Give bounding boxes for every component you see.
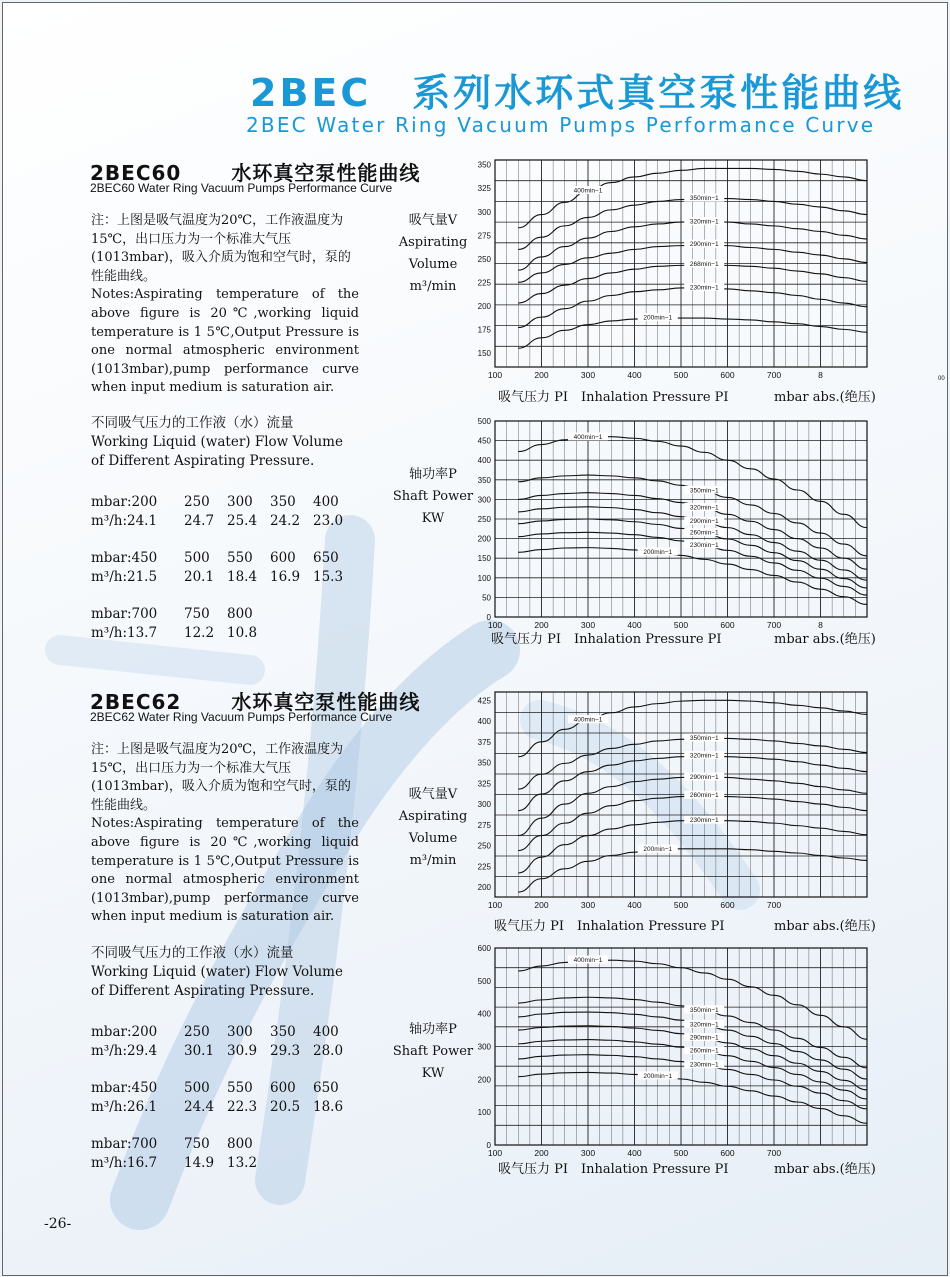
flow-title-cn: 不同吸气压力的工作液（水）流量 xyxy=(91,415,294,431)
y-tick-label: 400 xyxy=(477,717,491,727)
y-tick-label: 200 xyxy=(477,534,491,544)
x-axis-unit: mbar abs.(绝压) xyxy=(774,919,876,934)
x-axis-caption: 吸气压力 PI Inhalation Pressure PI xyxy=(498,1162,729,1177)
series-label: 260min−1 xyxy=(689,1047,719,1055)
heading-cn: 水环真空泵性能曲线 xyxy=(231,161,421,185)
x-tick-label: 200 xyxy=(534,900,549,910)
series-label: 320min−1 xyxy=(689,1021,719,1029)
x-tick-label: 200 xyxy=(534,1148,549,1158)
y-tick-label: 375 xyxy=(477,737,491,747)
x-axis-unit: mbar abs.(绝压) xyxy=(774,632,876,647)
y-axis-label: 轴功率P Shaft Power KW xyxy=(392,1022,474,1081)
x-tick-label: 300 xyxy=(580,900,596,910)
flow-block xyxy=(91,944,391,1173)
x-axis-caption: 吸气压力 PI Inhalation Pressure PI xyxy=(498,390,729,405)
y-tick-label: 275 xyxy=(477,231,491,241)
flow-title-en: of Different Aspirating Pressure. xyxy=(91,983,315,999)
y-tick-label: 500 xyxy=(477,976,491,986)
y-tick-label: 325 xyxy=(477,779,491,789)
series-label: 200min−1 xyxy=(643,846,673,854)
section-subheading: 2BEC62 Water Ring Vacuum Pumps Performance Curve xyxy=(90,710,393,724)
chart-grid xyxy=(495,421,867,617)
series-label: 290min−1 xyxy=(689,241,719,249)
y-axis-label: 吸气量V Aspirating Volume m³/min xyxy=(398,213,468,294)
x-tick-label: 8 xyxy=(818,370,823,380)
x-tick-label: 700 xyxy=(766,370,782,380)
y-tick-label: 50 xyxy=(482,593,491,603)
x-tick-label: 600 xyxy=(720,1148,735,1158)
flow-row-mbar: mbar:450 500 550 600 650 xyxy=(91,550,339,566)
series-label: 400min−1 xyxy=(573,433,603,441)
x-tick-label: 400 xyxy=(627,900,642,910)
y-tick-label: 450 xyxy=(477,436,491,446)
y-tick-label: 0 xyxy=(486,1141,491,1150)
note-en: Notes:Aspirating temperature of the above figure is 20℃,working liquid temperature is 1 5℃,Output Pressure is one normal atmospheric environment (1013mbar),pump performance curve when input medium is saturation air. xyxy=(91,816,359,925)
y-tick-label: 100 xyxy=(477,573,491,583)
flow-title-en: Working Liquid (water) Flow Volume xyxy=(91,964,343,980)
series-label: 200min−1 xyxy=(643,1072,673,1080)
series-label: 268min−1 xyxy=(689,260,719,268)
flow-block xyxy=(91,414,391,643)
series-label: 230min−1 xyxy=(689,1061,719,1069)
flow-row-mbar: mbar:200 250 300 350 400 xyxy=(91,494,339,510)
series-label: 350min−1 xyxy=(689,195,719,203)
series-label: 290min−1 xyxy=(689,518,719,526)
x-tick-label: 500 xyxy=(673,900,689,910)
flow-row-m3h: m³/h:24.1 24.7 25.4 24.2 23.0 xyxy=(91,513,344,529)
x-axis-unit: mbar abs.(绝压) xyxy=(774,1162,876,1177)
series-label: 350min−1 xyxy=(689,487,719,495)
series-label: 200min−1 xyxy=(643,548,673,556)
chart-volume-2bec60 xyxy=(465,152,875,382)
flow-row-m3h: m³/h:21.5 20.1 18.4 16.9 15.3 xyxy=(91,569,344,585)
flow-row-mbar: mbar:700 750 800 xyxy=(91,606,253,622)
x-tick-label: 600 xyxy=(720,370,735,380)
y-tick-label: 200 xyxy=(477,883,491,893)
y-tick-label: 300 xyxy=(477,495,491,505)
flow-row-mbar: mbar:200 250 300 350 400 xyxy=(91,1024,339,1040)
y-tick-label: 600 xyxy=(477,944,491,953)
x-axis-caption: 吸气压力 PI Inhalation Pressure PI xyxy=(494,919,725,934)
y-tick-label: 500 xyxy=(477,417,491,426)
y-tick-label: 425 xyxy=(477,696,491,706)
x-tick-label: 300 xyxy=(580,370,596,380)
y-tick-label: 300 xyxy=(477,207,491,217)
page-title-cn: 2BEC 系列水环式真空泵性能曲线 xyxy=(250,71,905,115)
flow-row-mbar: mbar:450 500 550 600 650 xyxy=(91,1080,339,1096)
series-label: 320min−1 xyxy=(689,504,719,512)
x-tick-label: 600 xyxy=(720,900,735,910)
x-tick-label: 400 xyxy=(627,620,642,630)
series-label: 350min−1 xyxy=(689,734,719,742)
flow-row-m3h: m³/h:29.4 30.1 30.9 29.3 28.0 xyxy=(91,1043,344,1059)
y-tick-label: 300 xyxy=(477,800,491,810)
series-label: 230min−1 xyxy=(689,284,719,292)
y-tick-label: 300 xyxy=(477,1042,491,1052)
series-label: 400min−1 xyxy=(573,187,603,195)
chart-grid xyxy=(495,692,867,897)
note-cn: 注：上图是吸气温度为20℃，工作液温度为15℃，出口压力为一个标准大气压(1013mbar)，吸入介质为饱和空气时，泵的性能曲线。 xyxy=(91,213,351,284)
model-name: 2BEC62 xyxy=(90,690,182,714)
series-label: 350min−1 xyxy=(689,1006,719,1014)
x-tick-label: 400 xyxy=(627,1148,642,1158)
series-label: 290min−1 xyxy=(689,773,719,781)
x-tick-label: 100 xyxy=(487,1148,503,1158)
y-axis-label: 吸气量V Aspirating Volume m³/min xyxy=(398,787,468,868)
notes-block xyxy=(91,212,359,398)
y-tick-label: 0 xyxy=(486,613,491,622)
y-tick-label: 200 xyxy=(477,301,491,311)
x-tick-label: 500 xyxy=(673,1148,689,1158)
flow-title-en: of Different Aspirating Pressure. xyxy=(91,453,315,469)
x-tick-label: 100 xyxy=(487,620,503,630)
x-tick-label: 500 xyxy=(673,620,689,630)
page-title-en: 2BEC Water Ring Vacuum Pumps Performance Curve xyxy=(246,113,876,137)
y-tick-label: 350 xyxy=(477,160,491,170)
x-tick-label: 300 xyxy=(580,620,596,630)
flow-row-m3h: m³/h:26.1 24.4 22.3 20.5 18.6 xyxy=(91,1099,344,1115)
x-tick-label: 100 xyxy=(487,900,503,910)
model-name: 2BEC60 xyxy=(90,161,182,185)
y-tick-label: 250 xyxy=(477,841,491,851)
y-tick-label: 350 xyxy=(477,475,491,485)
x-tick-label: 700 xyxy=(766,620,782,630)
y-tick-label: 175 xyxy=(477,325,491,335)
y-tick-label: 225 xyxy=(477,862,491,872)
section-subheading: 2BEC60 Water Ring Vacuum Pumps Performance Curve xyxy=(90,181,393,195)
chart-grid xyxy=(495,948,867,1145)
chart-volume-2bec62 xyxy=(465,684,875,910)
x-tick-label: 700 xyxy=(766,900,782,910)
y-axis-label: 轴功率P Shaft Power KW xyxy=(392,467,474,526)
x-tick-label: 200 xyxy=(534,370,549,380)
y-tick-label: 350 xyxy=(477,758,491,768)
chart-power-2bec60 xyxy=(465,413,875,629)
flow-row-m3h: m³/h:13.7 12.2 10.8 xyxy=(91,625,258,641)
series-label: 400min−1 xyxy=(573,956,603,964)
x-tick-label: 200 xyxy=(534,620,549,630)
x-tick-label: 400 xyxy=(627,370,642,380)
y-tick-label: 200 xyxy=(477,1075,491,1085)
series-label: 230min−1 xyxy=(689,541,719,549)
flow-title-en: Working Liquid (water) Flow Volume xyxy=(91,434,343,450)
x-tick-label: 500 xyxy=(673,370,689,380)
series-label: 290min−1 xyxy=(689,1034,719,1042)
y-tick-label: 250 xyxy=(477,515,491,524)
series-label: 230min−1 xyxy=(689,817,719,825)
chart-power-2bec62 xyxy=(465,940,875,1156)
x-tick-label: 8 xyxy=(818,620,823,630)
stray-mark: 00 xyxy=(938,376,945,382)
flow-row-mbar: mbar:700 750 800 xyxy=(91,1136,253,1152)
note-cn: 注：上图是吸气温度为20℃，工作液温度为15℃，出口压力为一个标准大气压(1013mbar)，吸入介质为饱和空气时，泵的性能曲线。 xyxy=(91,742,351,813)
series-label: 320min−1 xyxy=(689,218,719,226)
y-tick-label: 225 xyxy=(477,278,491,288)
series-label: 260min−1 xyxy=(689,792,719,800)
notes-block xyxy=(91,741,359,927)
x-tick-label: 300 xyxy=(580,1148,596,1158)
y-tick-label: 250 xyxy=(477,254,491,264)
x-tick-label: 600 xyxy=(720,620,735,630)
x-tick-label: 100 xyxy=(487,370,503,380)
note-en: Notes:Aspirating temperature of the above figure is 20℃,working liquid temperature is 1 5℃,Output Pressure is one normal atmospheric environment (1013mbar),pump performance curve when input medium is saturation air. xyxy=(91,287,359,396)
y-tick-label: 400 xyxy=(477,456,491,466)
series-label: 200min−1 xyxy=(643,314,673,322)
series-label: 320min−1 xyxy=(689,752,719,760)
y-tick-label: 400 xyxy=(477,1009,491,1019)
y-tick-label: 150 xyxy=(477,554,491,564)
y-tick-label: 325 xyxy=(477,184,491,194)
series-label: 260min−1 xyxy=(689,529,719,537)
x-axis-caption: 吸气压力 PI Inhalation Pressure PI xyxy=(491,632,722,647)
flow-row-m3h: m³/h:16.7 14.9 13.2 xyxy=(91,1155,258,1171)
y-tick-label: 150 xyxy=(477,348,491,358)
series-label: 400min−1 xyxy=(573,716,603,724)
heading-cn: 水环真空泵性能曲线 xyxy=(231,690,421,714)
y-tick-label: 100 xyxy=(477,1108,491,1118)
y-tick-label: 275 xyxy=(477,820,491,830)
x-axis-unit: mbar abs.(绝压) xyxy=(774,390,876,405)
flow-title-cn: 不同吸气压力的工作液（水）流量 xyxy=(91,945,294,961)
page-number: -26- xyxy=(44,1216,72,1232)
x-tick-label: 700 xyxy=(766,1148,782,1158)
